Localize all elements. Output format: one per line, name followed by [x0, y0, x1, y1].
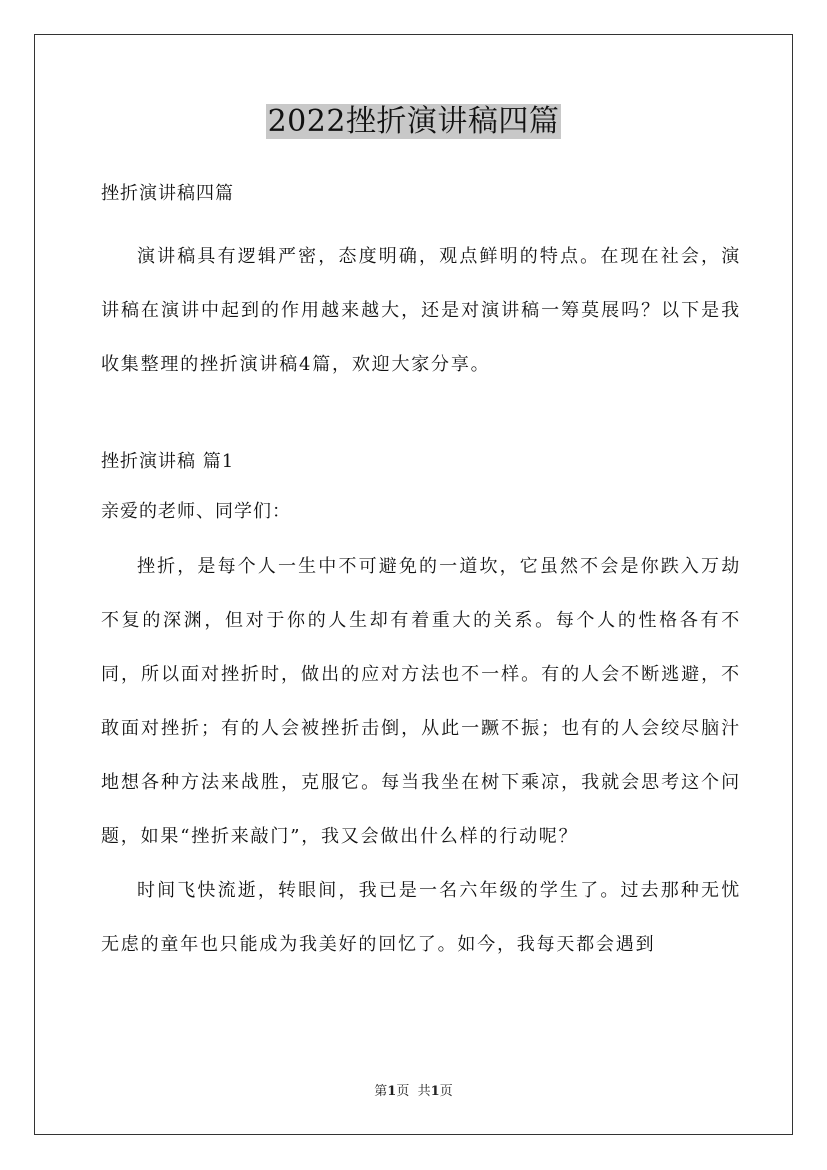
intro-paragraph: 演讲稿具有逻辑严密，态度明确，观点鲜明的特点。在现在社会，演讲稿在演讲中起到的作用越来越大，还是对演讲稿一筹莫展吗？以下是我收集整理的挫折演讲稿4篇，欢迎大家分享。: [101, 246, 741, 375]
body-paragraph: 挫折，是每个人一生中不可避免的一道坎，它虽然不会是你跌入万劫不复的深渊，但对于你的人生却有着重大的关系。每个人的性格各有不同，所以面对挫折时，做出的应对方法也不一样。有的人会不断逃避，不敢面对挫折；有的人会被挫折击倒，从此一蹶不振；也有的人会绞尽脑汁地想各种方法来战胜，克服它。每当我坐在树下乘凉，我就会思考这个问题，如果“挫折来敲门”，我又会做出什么样的行动呢？: [101, 556, 741, 847]
footer-prefix: 第: [374, 1084, 388, 1099]
page-footer: [0, 1082, 827, 1102]
section-heading: 挫折演讲稿 篇1: [101, 451, 235, 472]
salutation: 亲爱的老师、同学们：: [101, 501, 291, 522]
body-paragraph: 时间飞快流逝，转眼间，我已是一名六年级的学生了。过去那种无忧无虑的童年也只能成为我美好的回忆了。如今，我每天都会遇到: [101, 880, 741, 955]
footer-total-suffix: 页: [439, 1084, 453, 1099]
footer-page-number: 1: [387, 1084, 397, 1099]
footer-page-suffix: 页: [396, 1084, 410, 1099]
footer-total-pages: 1: [430, 1084, 440, 1099]
document-subtitle: 挫折演讲稿四篇: [101, 183, 234, 204]
footer-total-prefix: 共: [417, 1084, 431, 1099]
document-body: [101, 172, 741, 972]
document-title: [0, 100, 827, 144]
document-title-text: 2022挫折演讲稿四篇: [267, 104, 560, 139]
